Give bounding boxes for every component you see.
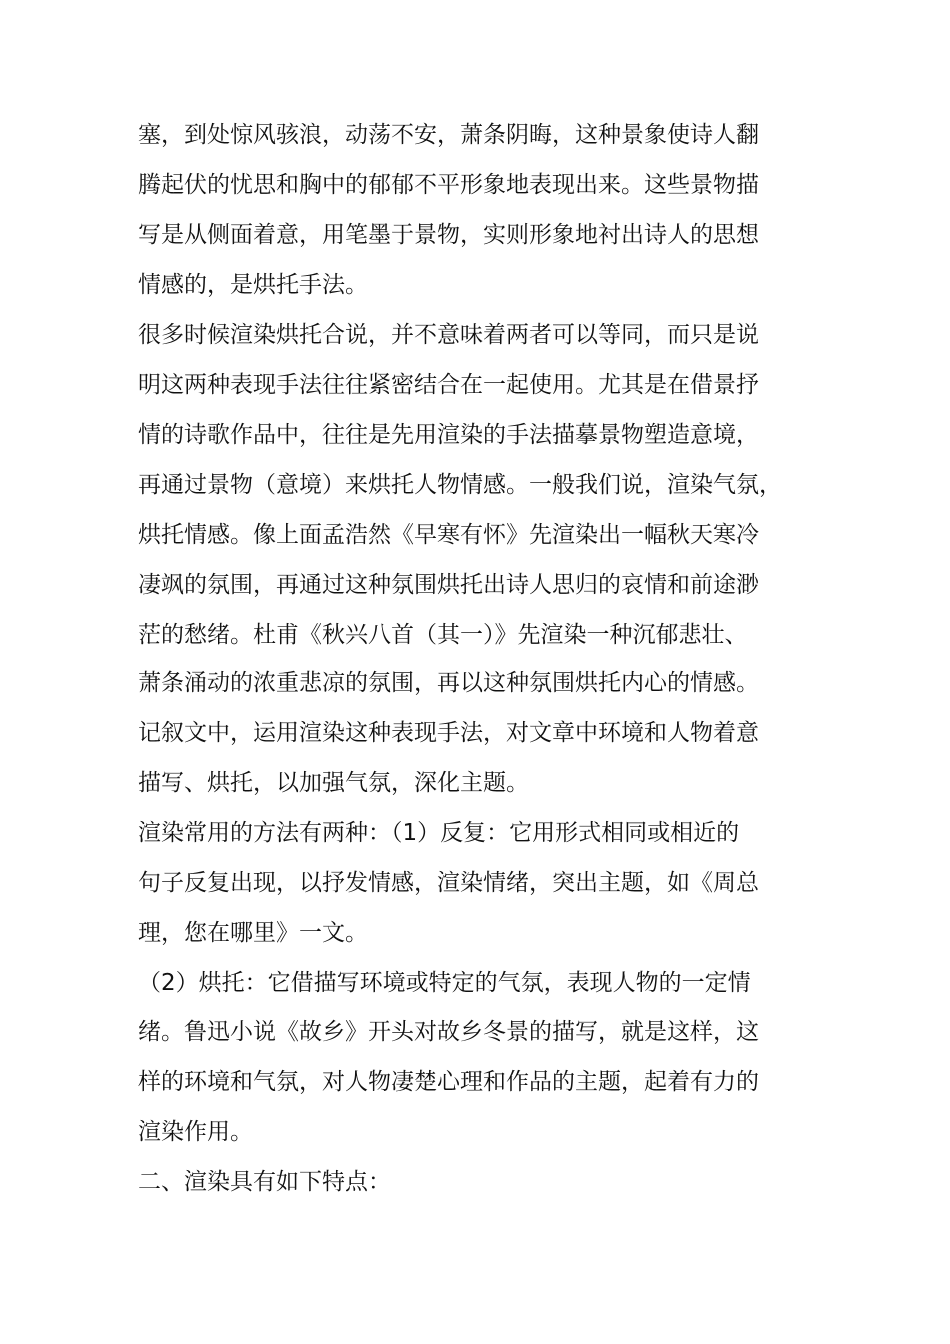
text-line: 记叙文中，运用渲染这种表现手法，对文章中环境和人物着意: [138, 720, 759, 746]
text-line: 腾起伏的忧思和胸中的郁郁不平形象地表现出来。这些景物描: [138, 172, 759, 198]
text-line: 写是从侧面着意，用笔墨于景物，实则形象地衬出诗人的思想: [138, 222, 759, 248]
text-line: 再通过景物（意境）来烘托人物情感。一般我们说，渲染气氛，: [138, 472, 782, 498]
text-line: 句子反复出现，以抒发情感，渲染情绪，突出主题，如《周总: [138, 870, 759, 896]
section-heading: 二、渲染具有如下特点：: [138, 1169, 391, 1195]
text-line: 凄飒的氛围，再通过这种氛围烘托出诗人思归的哀情和前途渺: [138, 572, 759, 598]
text-line: 塞，到处惊风骇浪，动荡不安，萧条阴晦，这种景象使诗人翻: [138, 122, 759, 148]
text-line: 样的环境和气氛，对人物凄楚心理和作品的主题，起着有力的: [138, 1069, 759, 1095]
text-line: 烘托情感。像上面孟浩然《早寒有怀》先渲染出一幅秋天寒冷: [138, 522, 759, 548]
text-line: 描写、烘托，以加强气氛，深化主题。: [138, 770, 529, 796]
text-line: 渲染常用的方法有两种：（1）反复：它用形式相同或相近的: [138, 820, 740, 846]
text-line: 渲染作用。: [138, 1119, 253, 1145]
text-line: 明这两种表现手法往往紧密结合在一起使用。尤其是在借景抒: [138, 372, 759, 398]
text-line: 情的诗歌作品中，往往是先用渲染的手法描摹景物塑造意境，: [138, 422, 759, 448]
text-line: 茫的愁绪。杜甫《秋兴八首（其一）》先渲染一种沉郁悲壮、: [138, 622, 748, 648]
text-line: 很多时候渲染烘托合说，并不意味着两者可以等同，而只是说: [138, 322, 759, 348]
text-line: 情感的，是烘托手法。: [138, 272, 368, 298]
text-line: 绪。鲁迅小说《故乡》开头对故乡冬景的描写，就是这样，这: [138, 1019, 759, 1045]
text-line: （2）烘托：它借描写环境或特定的气氛，表现人物的一定情: [138, 970, 751, 996]
text-line: 理，您在哪里》一文。: [138, 920, 368, 946]
text-line: 萧条涌动的浓重悲凉的氛围，再以这种氛围烘托内心的情感。: [138, 670, 759, 696]
